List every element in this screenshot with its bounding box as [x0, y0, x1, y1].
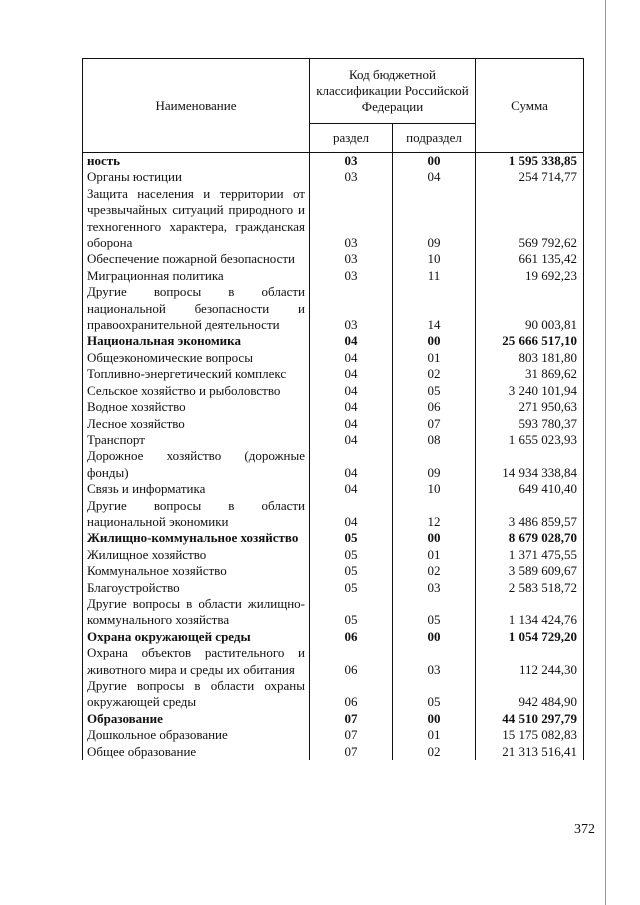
table-row	[83, 596, 584, 629]
row-sum: 803 181,80	[476, 350, 584, 366]
table-row	[83, 727, 584, 743]
row-razdel: 04	[310, 366, 393, 382]
row-podrazdel: 00	[393, 333, 476, 349]
row-name: Связь и информатика	[83, 481, 310, 497]
row-podrazdel: 09	[393, 448, 476, 481]
row-name: ность	[83, 153, 310, 170]
table-row	[83, 711, 584, 727]
row-name: Благоустройство	[83, 580, 310, 596]
row-sum: 1 655 023,93	[476, 432, 584, 448]
row-razdel: 03	[310, 284, 393, 333]
row-sum: 8 679 028,70	[476, 530, 584, 546]
budget-table-container	[82, 58, 577, 760]
row-razdel: 05	[310, 596, 393, 629]
table-row	[83, 563, 584, 579]
row-razdel: 04	[310, 350, 393, 366]
row-sum: 661 135,42	[476, 251, 584, 267]
budget-table	[82, 58, 584, 760]
row-name: Другие вопросы в области национальной безопасности и правоохранительной деятельности	[83, 284, 310, 333]
header-razdel: раздел	[310, 124, 393, 153]
row-sum: 14 934 338,84	[476, 448, 584, 481]
row-name: Образование	[83, 711, 310, 727]
row-podrazdel: 09	[393, 186, 476, 252]
row-name: Охрана объектов растительного и животного мира и среды их обитания	[83, 645, 310, 678]
row-razdel: 03	[310, 268, 393, 284]
row-sum: 593 780,37	[476, 416, 584, 432]
row-sum: 271 950,63	[476, 399, 584, 415]
row-razdel: 04	[310, 399, 393, 415]
row-sum: 1 054 729,20	[476, 629, 584, 645]
table-row	[83, 383, 584, 399]
row-name: Жилищно-коммунальное хозяйство	[83, 530, 310, 546]
row-name: Органы юстиции	[83, 169, 310, 185]
row-name: Защита населения и территории от чрезвычайных ситуаций природного и техногенного характера, гражданская оборона	[83, 186, 310, 252]
row-name: Общее образование	[83, 744, 310, 760]
table-body	[83, 153, 584, 761]
row-podrazdel: 02	[393, 563, 476, 579]
row-podrazdel: 10	[393, 251, 476, 267]
table-row	[83, 678, 584, 711]
page-number: 372	[574, 822, 595, 837]
row-podrazdel: 08	[393, 432, 476, 448]
row-razdel: 04	[310, 383, 393, 399]
row-sum: 112 244,30	[476, 645, 584, 678]
table-row	[83, 629, 584, 645]
row-name: Транспорт	[83, 432, 310, 448]
table-row	[83, 251, 584, 267]
table-row	[83, 333, 584, 349]
row-podrazdel: 01	[393, 350, 476, 366]
row-name: Коммунальное хозяйство	[83, 563, 310, 579]
table-row	[83, 350, 584, 366]
row-podrazdel: 11	[393, 268, 476, 284]
row-name: Дошкольное образование	[83, 727, 310, 743]
row-razdel: 06	[310, 645, 393, 678]
row-name: Жилищное хозяйство	[83, 547, 310, 563]
table-row	[83, 268, 584, 284]
row-razdel: 03	[310, 186, 393, 252]
row-name: Миграционная политика	[83, 268, 310, 284]
row-razdel: 03	[310, 153, 393, 170]
row-razdel: 05	[310, 580, 393, 596]
row-name: Общеэкономические вопросы	[83, 350, 310, 366]
row-podrazdel: 05	[393, 678, 476, 711]
row-sum: 31 869,62	[476, 366, 584, 382]
row-sum: 254 714,77	[476, 169, 584, 185]
table-row	[83, 416, 584, 432]
table-row	[83, 481, 584, 497]
row-name: Водное хозяйство	[83, 399, 310, 415]
row-sum: 569 792,62	[476, 186, 584, 252]
table-row	[83, 448, 584, 481]
row-sum: 942 484,90	[476, 678, 584, 711]
row-sum: 649 410,40	[476, 481, 584, 497]
row-razdel: 05	[310, 530, 393, 546]
row-podrazdel: 02	[393, 366, 476, 382]
row-razdel: 04	[310, 448, 393, 481]
row-razdel: 07	[310, 711, 393, 727]
table-row	[83, 186, 584, 252]
row-podrazdel: 03	[393, 645, 476, 678]
row-podrazdel: 05	[393, 383, 476, 399]
row-name: Лесное хозяйство	[83, 416, 310, 432]
row-name: Другие вопросы в области жилищно-коммунального хозяйства	[83, 596, 310, 629]
row-razdel: 04	[310, 498, 393, 531]
row-sum: 25 666 517,10	[476, 333, 584, 349]
row-podrazdel: 01	[393, 727, 476, 743]
row-podrazdel: 05	[393, 596, 476, 629]
row-sum: 1 134 424,76	[476, 596, 584, 629]
table-row	[83, 498, 584, 531]
row-name: Обеспечение пожарной безопасности	[83, 251, 310, 267]
row-razdel: 05	[310, 563, 393, 579]
row-sum: 1 371 475,55	[476, 547, 584, 563]
table-row	[83, 153, 584, 170]
row-podrazdel: 00	[393, 629, 476, 645]
row-sum: 19 692,23	[476, 268, 584, 284]
table-row	[83, 580, 584, 596]
table-header	[83, 59, 584, 153]
row-razdel: 06	[310, 629, 393, 645]
row-name: Другие вопросы в области национальной экономики	[83, 498, 310, 531]
row-sum: 3 589 609,67	[476, 563, 584, 579]
table-row	[83, 547, 584, 563]
row-sum: 3 486 859,57	[476, 498, 584, 531]
header-sum: Сумма	[476, 59, 584, 153]
row-sum: 2 583 518,72	[476, 580, 584, 596]
row-podrazdel: 06	[393, 399, 476, 415]
row-razdel: 05	[310, 547, 393, 563]
row-razdel: 04	[310, 416, 393, 432]
row-sum: 1 595 338,85	[476, 153, 584, 170]
row-podrazdel: 03	[393, 580, 476, 596]
row-podrazdel: 12	[393, 498, 476, 531]
row-sum: 90 003,81	[476, 284, 584, 333]
row-sum: 44 510 297,79	[476, 711, 584, 727]
table-row	[83, 169, 584, 185]
header-code: Код бюджетной классификации Российской Федерации	[310, 59, 476, 124]
table-row	[83, 432, 584, 448]
row-sum: 15 175 082,83	[476, 727, 584, 743]
table-row	[83, 645, 584, 678]
row-razdel: 03	[310, 169, 393, 185]
row-sum: 3 240 101,94	[476, 383, 584, 399]
row-razdel: 04	[310, 481, 393, 497]
row-podrazdel: 01	[393, 547, 476, 563]
row-name: Другие вопросы в области охраны окружающей среды	[83, 678, 310, 711]
row-podrazdel: 04	[393, 169, 476, 185]
row-podrazdel: 07	[393, 416, 476, 432]
row-razdel: 03	[310, 251, 393, 267]
row-name: Дорожное хозяйство (дорожные фонды)	[83, 448, 310, 481]
row-podrazdel: 14	[393, 284, 476, 333]
header-podrazdel: подраздел	[393, 124, 476, 153]
table-row	[83, 399, 584, 415]
row-razdel: 07	[310, 727, 393, 743]
row-sum: 21 313 516,41	[476, 744, 584, 760]
row-razdel: 04	[310, 432, 393, 448]
row-podrazdel: 00	[393, 530, 476, 546]
table-row	[83, 744, 584, 760]
table-row	[83, 284, 584, 333]
row-name: Сельское хозяйство и рыболовство	[83, 383, 310, 399]
table-row	[83, 530, 584, 546]
row-podrazdel: 02	[393, 744, 476, 760]
row-podrazdel: 10	[393, 481, 476, 497]
row-razdel: 06	[310, 678, 393, 711]
row-podrazdel: 00	[393, 711, 476, 727]
row-name: Национальная экономика	[83, 333, 310, 349]
row-razdel: 04	[310, 333, 393, 349]
row-name: Охрана окружающей среды	[83, 629, 310, 645]
row-razdel: 07	[310, 744, 393, 760]
row-podrazdel: 00	[393, 153, 476, 170]
header-name: Наименование	[83, 59, 310, 153]
row-name: Топливно-энергетический комплекс	[83, 366, 310, 382]
table-row	[83, 366, 584, 382]
page-edge-rule	[605, 0, 606, 905]
